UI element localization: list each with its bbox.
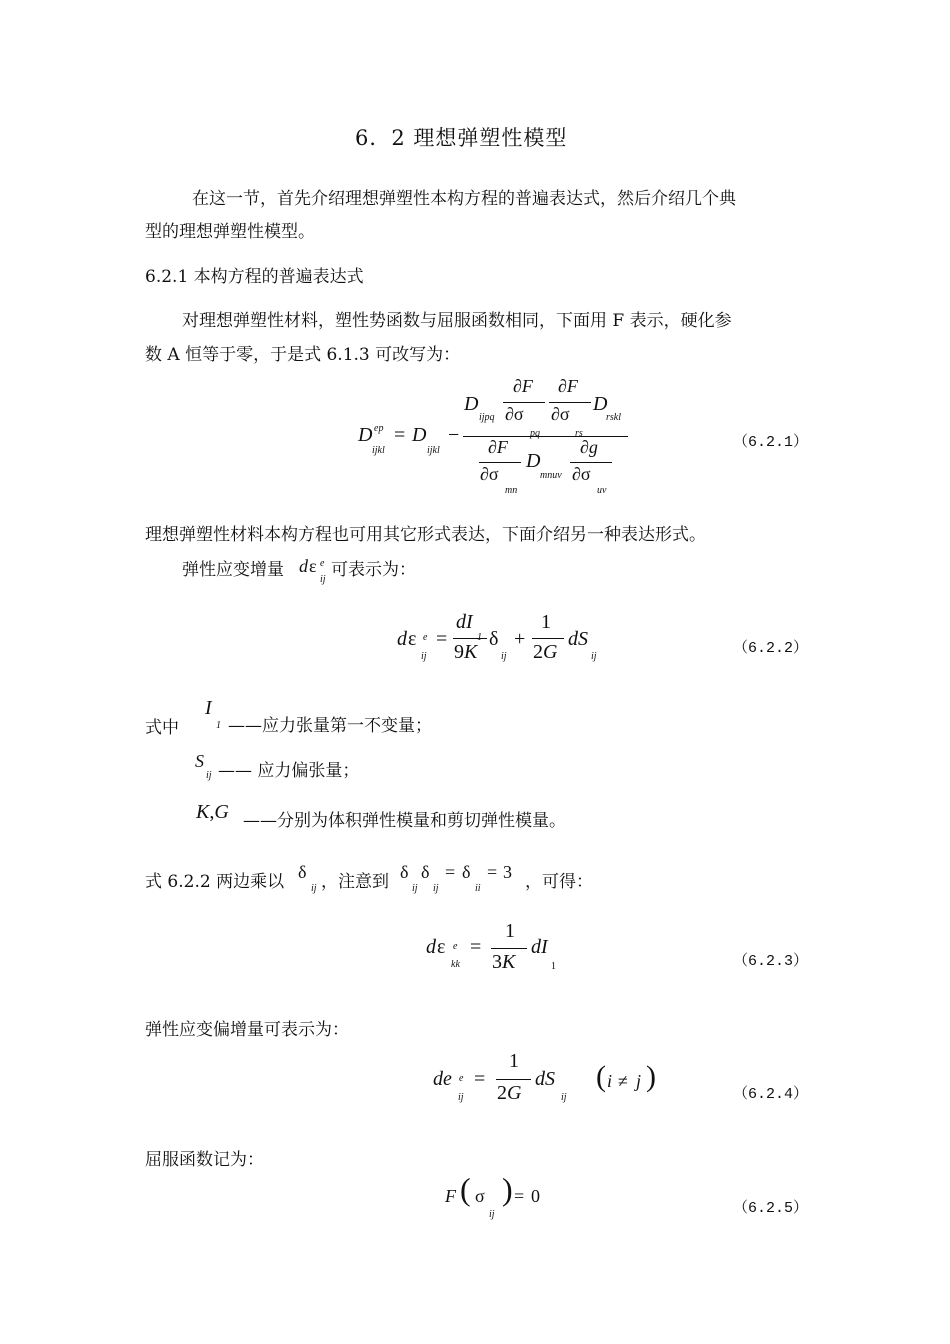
equation-number-6-2-3: （6.2.3）: [733, 953, 809, 970]
definition-I1: ——应力张量第一不变量；: [228, 716, 432, 736]
para2: 理想弹塑性材料本构方程也可用其它形式表达，下面介绍另一种表达形式。: [145, 525, 706, 545]
para1-line-1: 对理想弹塑性材料，塑性势函数与屈服函数相同，下面用 F 表示，硬化参: [182, 311, 732, 331]
para1-line-2: 数 A 恒等于零，于是式 6.1.3 可改写为：: [145, 345, 461, 365]
para6: 屈服函数记为：: [145, 1150, 264, 1170]
equation-number-6-2-4: （6.2.4）: [733, 1086, 809, 1103]
definition-Sij: —— 应力偏张量；: [218, 761, 360, 781]
intro-line-1: 在这一节，首先介绍理想弹塑性本构方程的普遍表达式，然后介绍几个典: [192, 189, 736, 209]
para3-prefix: 弹性应变增量: [182, 560, 284, 580]
equation-number-6-2-5: （6.2.5）: [733, 1200, 809, 1217]
para4-b: ，注意到: [321, 872, 389, 892]
symbol-I-subscript: 1: [216, 720, 221, 731]
para4-c: ，可得：: [525, 872, 593, 892]
para5: 弹性应变偏增量可表示为：: [145, 1020, 349, 1040]
document-page: 6．2 理想弹塑性模型 在这一节，首先介绍理想弹塑性本构方程的普遍表达式，然后介绍几个典 型的理想弹塑性模型。 6.2.1 本构方程的普遍表达式 对理想弹塑性材料，塑性势函数与屈服函数相同，下面用 F 表示，硬化参 数 A 恒等于零，于是式 6.1.3 可改写为： D ep ijkl = D ijkl − D ijpq ∂F ∂σ pq ∂F ∂σ rs D rskl ∂F ∂σ mn D mnuv ∂g ∂σ uv （6.2.1） 理想弹塑性材料本构方程也可用其它形式表达，下面介绍另一种表达形式。 弹性应变增量 d ε e ij 可表示为： d ε e ij = dI 1 9K δ ij + 1 2G dS ij （6.2.2） 式中 I 1 ——应力张量第一不变量； S ij —— 应力偏张量； K,G ——分别为体积弹性模量和剪切弹性模量。 式 6.2.2 两边乘以 δ ij ，注意到 δ ij δ ij = δ ii = 3 ，可得： d ε e kk = 1 3K dI 1 （6.2.3） 弹性应变偏增量可表示为： de e ij = 1 2G dS ij ( i ≠ j ) （6.2.4） 屈服函数记为： F ( σ ij ) = 0 （6.2.5）: [0, 0, 950, 1344]
equation-number-6-2-1: （6.2.1）: [733, 434, 809, 451]
symbol-S: S: [195, 751, 204, 771]
definition-KG: ——分别为体积弹性模量和剪切弹性模量。: [243, 811, 566, 831]
symbol-KG: K,G: [196, 801, 229, 823]
where-label: 式中: [145, 718, 179, 738]
subsection-title: 6.2.1 本构方程的普遍表达式: [145, 267, 364, 287]
intro-line-2: 型的理想弹塑性模型。: [145, 222, 315, 242]
para3-suffix: 可表示为：: [331, 560, 416, 580]
para4-a: 式 6.2.2 两边乘以: [145, 872, 285, 892]
symbol-I: I: [205, 697, 212, 719]
section-title: 6．2 理想弹塑性模型: [355, 126, 568, 150]
equation-number-6-2-2: （6.2.2）: [733, 640, 809, 657]
symbol-S-subscript: ij: [206, 770, 212, 781]
